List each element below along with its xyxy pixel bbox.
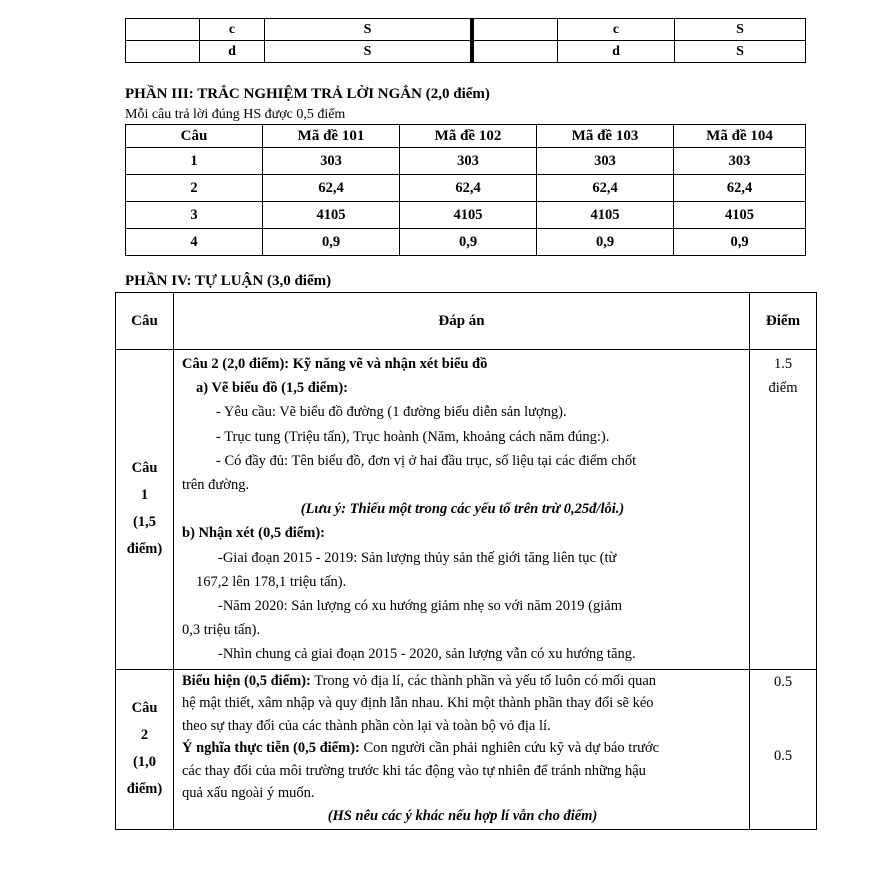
question-label-q2 — [116, 669, 174, 830]
question-label-q1 — [116, 350, 174, 670]
table-cell: 4105 — [263, 202, 400, 229]
table-cell: 303 — [263, 148, 400, 175]
part3-note: Mỗi câu trả lời đúng HS được 0,5 điểm — [125, 107, 346, 122]
table-cell: 0,9 — [400, 229, 537, 256]
answer-cell-q1 — [174, 350, 750, 670]
column-header-dap-an: Đáp án — [174, 293, 750, 350]
table-cell: 4105 — [400, 202, 537, 229]
table-cell: 62,4 — [537, 175, 674, 202]
score-unit: điểm — [768, 380, 798, 396]
table-row — [126, 175, 806, 202]
q1-comment-2b: 0,3 triệu tấn). — [182, 622, 261, 639]
table-cell — [472, 19, 558, 41]
q1-title: Câu 2 (2,0 điểm): Kỹ năng vẽ và nhận xét biểu đồ — [182, 356, 488, 372]
answer-table-part2-continued — [125, 18, 806, 63]
score-cell-q2 — [750, 669, 817, 830]
q2-bieu-hien-line2: hệ mật thiết, xâm nhập và quy định lẫn nhau. Khi một thành phần thay đổi sẽ kéo — [182, 695, 654, 712]
column-header: Mã đề 103 — [537, 125, 674, 148]
column-header: Câu — [126, 125, 263, 148]
table-header-row — [116, 293, 817, 350]
table-cell: 303 — [674, 148, 806, 175]
q1-comment-3: -Nhìn chung cả giai đoạn 2015 - 2020, sản lượng vẫn có xu hướng tăng. — [218, 646, 636, 663]
table-cell: 4105 — [537, 202, 674, 229]
q2-y-nghia-label: Ý nghĩa thực tiễn (0,5 điểm): — [182, 740, 360, 757]
table-cell: 62,4 — [674, 175, 806, 202]
table-cell: 62,4 — [263, 175, 400, 202]
table-cell: 1 — [126, 148, 263, 175]
table-cell: c — [200, 19, 265, 41]
q2-bieu-hien-text: Trong vỏ địa lí, các thành phần và yếu tố luôn có mối quan — [310, 672, 657, 689]
table-cell: 0,9 — [537, 229, 674, 256]
table-cell — [472, 41, 558, 63]
score-cell-q1 — [750, 350, 817, 670]
table-header-row — [126, 125, 806, 148]
table-cell: S — [265, 19, 473, 41]
score-value: 0.5 — [773, 747, 793, 764]
column-header-diem: Điểm — [750, 293, 817, 350]
question-label-line: điểm) — [126, 541, 163, 558]
q2-bieu-hien-line3: theo sự thay đổi của các thành phần còn lại và toàn bộ vỏ địa lí. — [182, 717, 551, 734]
column-header: Mã đề 101 — [263, 125, 400, 148]
score-value: 0.5 — [773, 673, 793, 690]
question-label-line: (1,5 — [133, 514, 156, 531]
table-row-q1 — [116, 350, 817, 670]
table-cell: c — [558, 19, 675, 41]
answer-cell-q2 — [174, 669, 750, 830]
score-value: 1.5 — [773, 356, 793, 372]
table-cell — [126, 41, 200, 63]
part3-answer-table — [125, 124, 806, 256]
question-label-line: điểm) — [126, 781, 163, 798]
column-header: Mã đề 104 — [674, 125, 806, 148]
question-label-line: 2 — [140, 727, 149, 744]
q2-note: (HS nêu các ý khác nếu hợp lí vẫn cho điểm) — [327, 807, 598, 824]
table-row — [126, 19, 806, 41]
q1-part-b: b) Nhận xét (0,5 điểm): — [182, 525, 325, 542]
table-cell: 2 — [126, 175, 263, 202]
question-label-line: (1,0 — [133, 754, 156, 771]
q1-requirement-3b: trên đường. — [182, 477, 250, 494]
q1-requirement-3a: - Có đầy đủ: Tên biểu đồ, đơn vị ở hai đầu trục, số liệu tại các điểm chốt — [216, 452, 637, 469]
table-cell: 303 — [400, 148, 537, 175]
q2-y-nghia-text: Con người cần phải nghiên cứu kỹ và dự báo trước — [359, 740, 660, 757]
table-cell: 62,4 — [400, 175, 537, 202]
q1-comment-1a: -Giai đoạn 2015 - 2019: Sản lượng thủy sản thế giới tăng liên tục (từ — [218, 549, 617, 566]
question-label-line: 1 — [140, 487, 149, 504]
q2-y-nghia-line1 — [182, 737, 743, 760]
table-row — [126, 41, 806, 63]
table-cell: 0,9 — [263, 229, 400, 256]
q1-comment-2a: -Năm 2020: Sản lượng có xu hướng giảm nhẹ so với năm 2019 (giảm — [218, 598, 622, 615]
q2-bieu-hien-line1 — [182, 670, 743, 693]
table-cell: d — [558, 41, 675, 63]
table-cell: S — [675, 41, 806, 63]
part4-heading: PHẦN IV: TỰ LUẬN (3,0 điểm) — [125, 273, 332, 289]
part4-answer-table — [115, 292, 817, 830]
question-label-line: Câu — [131, 700, 158, 717]
table-row — [126, 229, 806, 256]
table-row-q2 — [116, 669, 817, 830]
q2-y-nghia-line2: các thay đổi của môi trường trước khi tác động vào tự nhiên để tránh những hậu — [182, 762, 646, 779]
q2-bieu-hien-label: Biểu hiện (0,5 điểm): — [182, 672, 311, 689]
table-cell: S — [265, 41, 473, 63]
table-cell — [126, 19, 200, 41]
q1-note: (Lưu ý: Thiếu một trong các yếu tố trên trừ 0,25đ/lỗi.) — [300, 501, 625, 518]
q1-comment-1b: 167,2 lên 178,1 triệu tấn). — [196, 573, 347, 590]
table-cell: 3 — [126, 202, 263, 229]
table-cell: 4 — [126, 229, 263, 256]
column-header: Mã đề 102 — [400, 125, 537, 148]
table-cell: d — [200, 41, 265, 63]
q1-part-a: a) Vẽ biểu đồ (1,5 điểm): — [196, 380, 348, 397]
q1-requirement-1: - Yêu cầu: Vẽ biểu đồ đường (1 đường biểu diễn sản lượng). — [216, 404, 567, 421]
table-row — [126, 202, 806, 229]
table-cell: 0,9 — [674, 229, 806, 256]
question-label-line: Câu — [131, 460, 158, 477]
column-header-cau: Câu — [116, 293, 174, 350]
table-cell: 4105 — [674, 202, 806, 229]
q2-y-nghia-line3: quả xấu ngoài ý muốn. — [182, 785, 315, 802]
table-cell: 303 — [537, 148, 674, 175]
part3-heading: PHẦN III: TRẮC NGHIỆM TRẢ LỜI NGẮN (2,0 điểm) — [125, 86, 490, 102]
table-row — [126, 148, 806, 175]
q1-requirement-2: - Trục tung (Triệu tấn), Trục hoành (Năm, khoảng cách năm đúng:). — [216, 428, 610, 445]
table-cell: S — [675, 19, 806, 41]
